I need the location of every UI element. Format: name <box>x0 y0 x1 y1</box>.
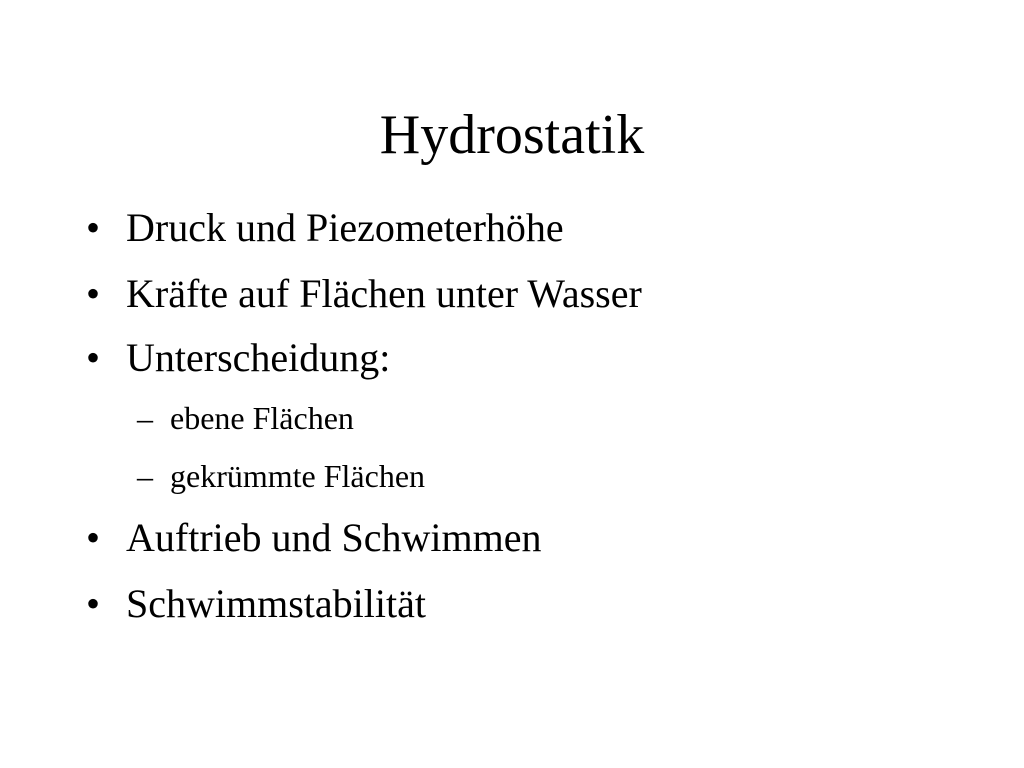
sub-bullet-item <box>137 456 425 496</box>
bullet-item <box>86 204 564 252</box>
bullet-dot-icon: • <box>86 581 101 626</box>
bullet-dot-icon: • <box>86 205 101 250</box>
bullet-text: Auftrieb und Schwimmen <box>126 515 542 560</box>
sub-bullet-item <box>137 398 354 438</box>
bullet-item <box>86 334 390 382</box>
bullet-text: Unterscheidung: <box>126 335 391 380</box>
bullet-item <box>86 514 542 562</box>
bullet-text: Druck und Piezometerhöhe <box>126 205 564 250</box>
bullet-item <box>86 270 642 318</box>
bullet-text: Schwimmstabilität <box>126 581 426 626</box>
dash-icon: – <box>137 400 153 436</box>
sub-bullet-text: ebene Flächen <box>170 400 354 436</box>
dash-icon: – <box>137 458 153 494</box>
sub-bullet-text: gekrümmte Flächen <box>170 458 426 494</box>
bullet-dot-icon: • <box>86 271 101 316</box>
bullet-item <box>86 580 426 628</box>
bullet-dot-icon: • <box>86 515 101 560</box>
bullet-text: Kräfte auf Flächen unter Wasser <box>126 271 642 316</box>
slide-title: Hydrostatik <box>379 104 645 166</box>
bullet-dot-icon: • <box>86 335 101 380</box>
